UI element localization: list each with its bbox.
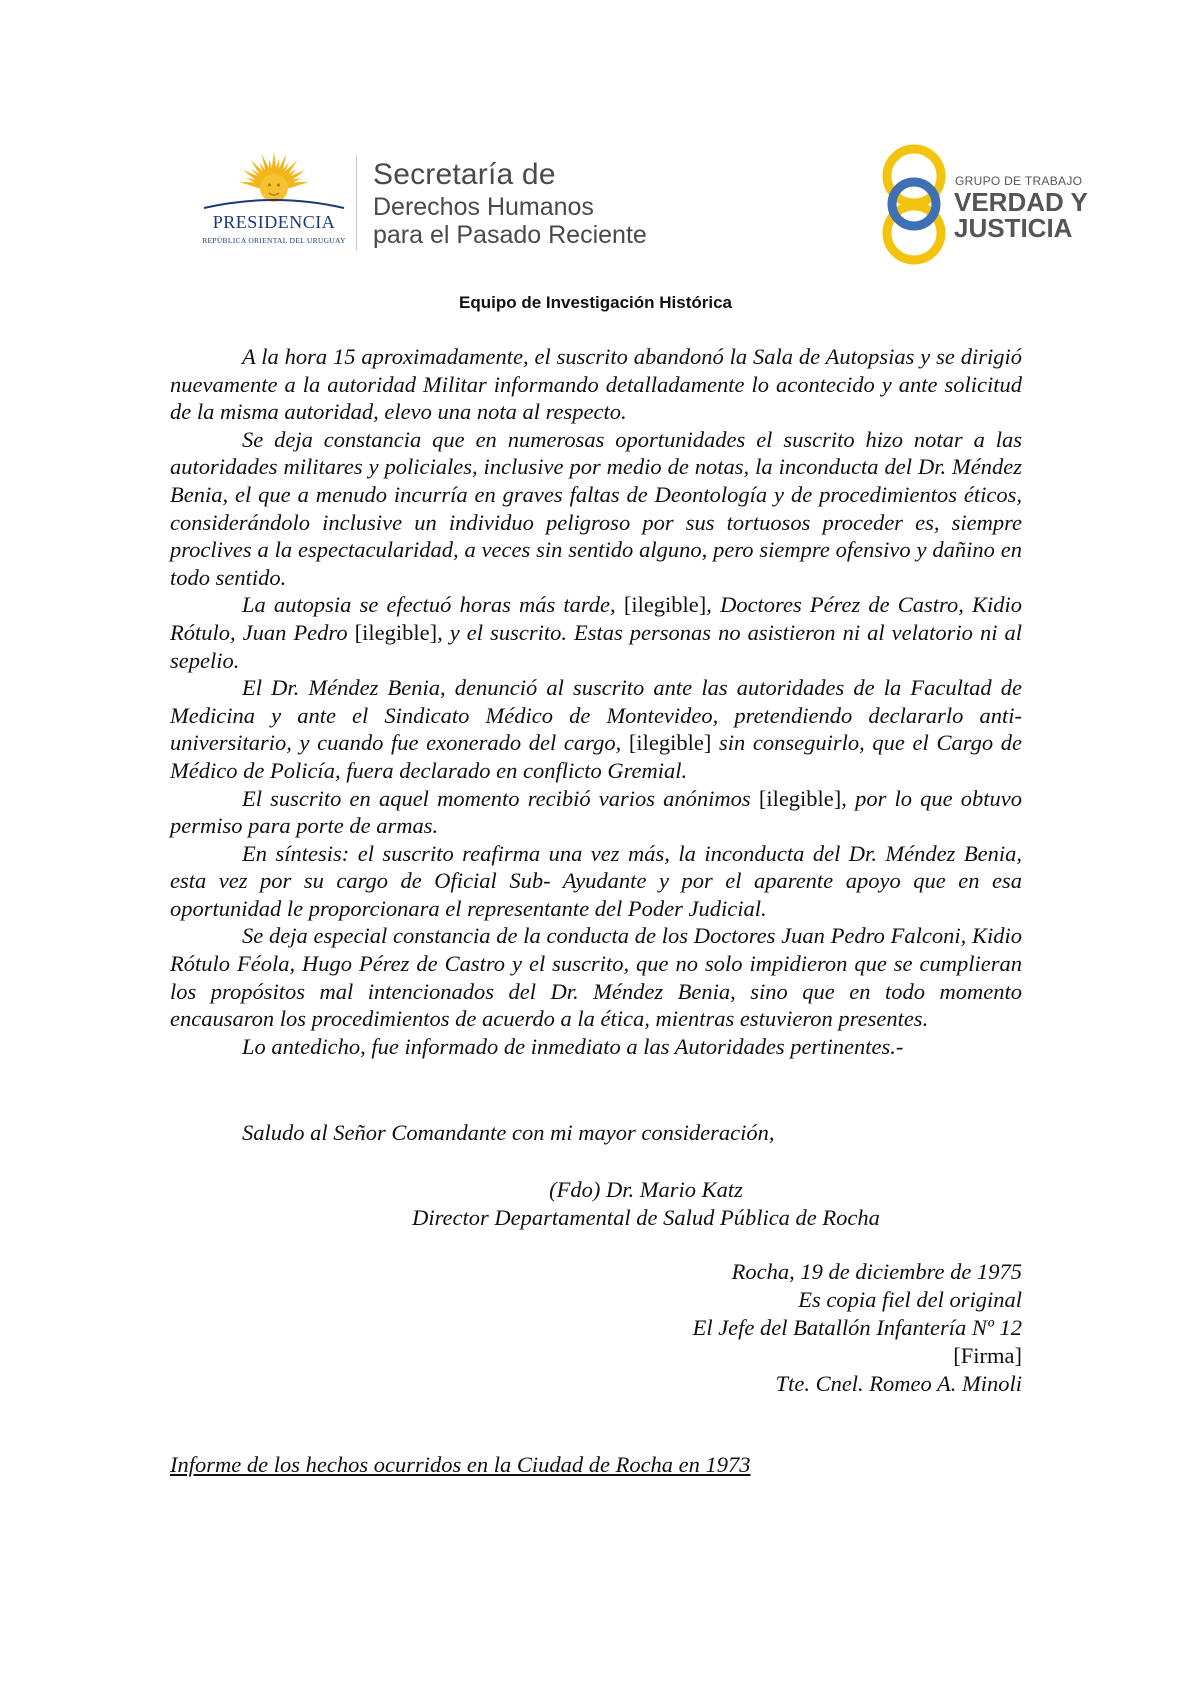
paragraph-6: En síntesis: el suscrito reafirma una vez más, la inconducta del Dr. Méndez Benia, esta vez por su cargo de Oficial Sub- Ayudante y por el aparente apoyo que en esa oportunidad le proporcionara el representante del Poder Judicial.	[170, 840, 1022, 921]
illegible-mark: [ilegible]	[354, 619, 438, 645]
paragraph-3	[170, 591, 1022, 674]
paragraph-7: Se deja especial constancia de la conducta de los Doctores Juan Pedro Falconi, Kidio Rótulo Féola, Hugo Pérez de Castro y el suscrito, que no solo impidieron que se cumplieran los propósitos mal intencionados del Dr. Méndez Benia, sino que en todo momento encausaron los procedimientos de acuerdo a la ética, mientras estuvieron presentes.	[170, 923, 1022, 1032]
paragraph-3-text-c: , Doctores Pérez de Castro, Kidio Rótulo, Juan Pedro	[170, 592, 1023, 645]
gtvj-title-line-1: VERDAD Y	[954, 187, 1088, 217]
secretaria-line-1: Secretaría de	[373, 158, 556, 191]
paragraph-5-text-a: El suscrito en aquel momento recibió varios anónimos	[242, 785, 751, 811]
paragraph-8: Lo antedicho, fue informado de inmediato a las Autoridades pertinentes.-	[242, 1033, 904, 1059]
presidencia-wordmark: PRESIDENCIA	[212, 212, 336, 232]
verdad-justicia-logo	[880, 142, 1088, 267]
certification-authority: El Jefe del Batallón Infantería Nº 12	[692, 1315, 1022, 1340]
report-section-title: Informe de los hechos ocurridos en la Ciudad de Rocha en 1973	[170, 1452, 751, 1477]
paragraph-4-text-c: sin conseguirlo, que el Cargo de Médico de Policía, fuera declarado en conflicto Gremial.	[170, 730, 1023, 783]
sun-icon	[198, 150, 350, 212]
presidencia-logo	[198, 150, 350, 250]
presidencia-subtitle: REPÚBLICA ORIENTAL DEL URUGUAY	[202, 236, 346, 245]
illegible-mark: [ilegible]	[628, 730, 712, 756]
interlinked-rings-icon	[880, 142, 950, 267]
closing-salutation: Saludo al Señor Comandante con mi mayor consideración,	[242, 1120, 775, 1145]
certification-copy-note: Es copia fiel del original	[798, 1287, 1022, 1312]
document-heading: Equipo de Investigación Histórica	[459, 293, 732, 312]
paragraph-3-text-e: , y el suscrito. Estas personas no asistieron ni al velatorio ni al sepelio.	[170, 619, 1023, 673]
paragraph-5	[170, 785, 1022, 840]
certification-date: Rocha, 19 de diciembre de 1975	[731, 1259, 1022, 1284]
paragraph-1: A la hora 15 aproximadamente, el suscrito abandonó la Sala de Autopsias y se dirigió nuevamente a la autoridad Militar informando detalladamente lo acontecido y ante solicitud de la misma autoridad, elevo una nota al respecto.	[170, 344, 1022, 425]
paragraph-4	[170, 674, 1022, 784]
document-body	[170, 343, 1022, 1060]
illegible-mark: [ilegible]	[623, 592, 707, 618]
signature-title: Director Departamental de Salud Pública de Rocha	[412, 1205, 880, 1230]
paragraph-3-text-a: La autopsia se efectuó horas más tarde,	[242, 592, 616, 618]
gtvj-title-line-2: JUSTICIA	[954, 213, 1073, 243]
secretaria-logo-text	[373, 160, 647, 248]
paragraph-5-text-c: , por lo que obtuvo permiso para porte de armas.	[170, 785, 1023, 839]
certification-signer: Tte. Cnel. Romeo A. Minoli	[775, 1371, 1022, 1396]
secretaria-line-2: Derechos Humanos	[373, 193, 594, 221]
certification-signature-mark: [Firma]	[953, 1343, 1022, 1368]
gtvj-subtitle: GRUPO DE TRABAJO	[955, 174, 1083, 188]
signature-block	[170, 1176, 1022, 1232]
certification-block	[170, 1258, 1022, 1398]
secretaria-line-3: para el Pasado Reciente	[373, 221, 647, 249]
logo-divider	[356, 155, 357, 250]
illegible-mark: [ilegible]	[758, 785, 842, 811]
paragraph-2: Se deja constancia que en numerosas oportunidades el suscrito hizo notar a las autoridades militares y policiales, inclusive por medio de notas, la inconducta del Dr. Méndez Benia, el que a menudo incurría en graves faltas de Deontología y de procedimientos éticos, considerándolo inclusive un individuo peligroso por sus tortuosos proceder es, siempre proclives a la espectacularidad, a veces sin sentido alguno, pero siempre ofensivo y dañino en todo sentido.	[170, 426, 1022, 590]
signature-name: (Fdo) Dr. Mario Katz	[549, 1177, 743, 1202]
paragraph-4-text-a: El Dr. Méndez Benia, denunció al suscrito ante las autoridades de la Facultad de Medicina y ante el Sindicato Médico de Montevideo, pretendiendo declararlo anti-universitario, y cuando fue exonerado del cargo,	[170, 675, 1022, 756]
